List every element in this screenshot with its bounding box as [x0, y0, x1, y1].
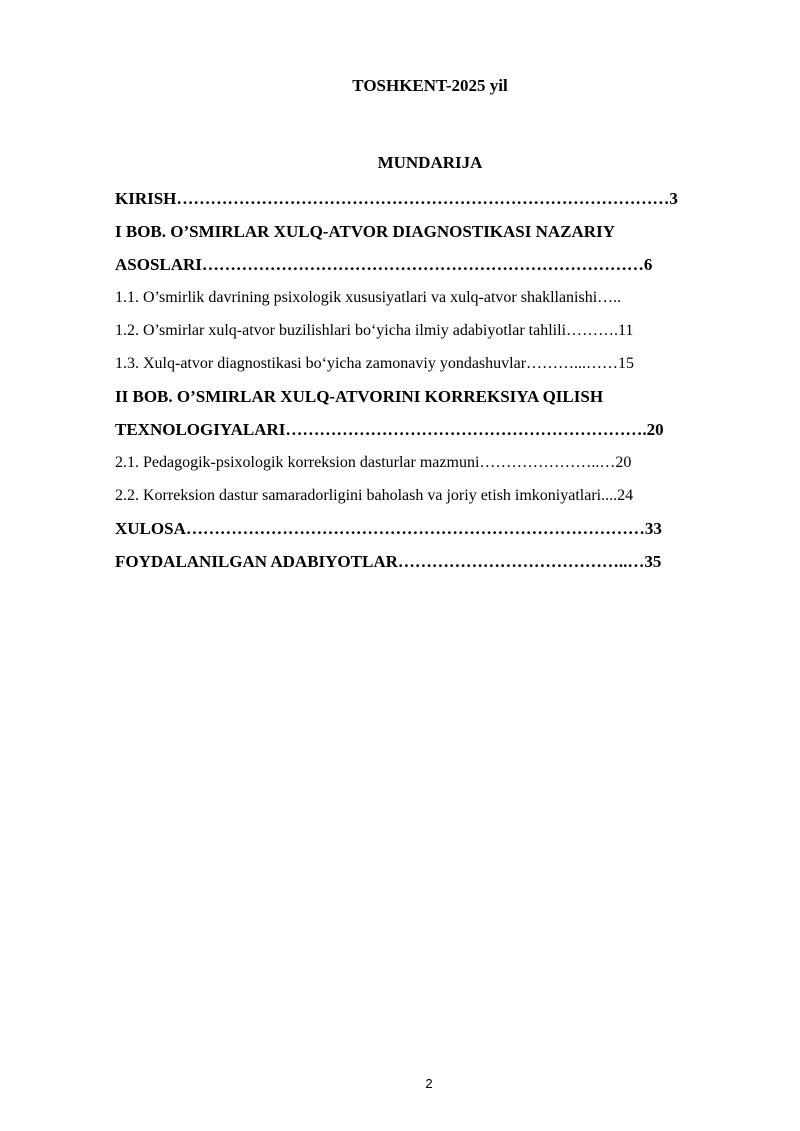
toc-title: MUNDARIJA [377, 153, 483, 172]
toc-item-references: FOYDALANILGAN ADABIYOTLAR…………………………………..…35 [115, 552, 662, 571]
toc-item-chapter-1: I BOB. O’SMIRLAR XULQ-ATVOR DIAGNOSTIKASI NAZARIY [115, 222, 615, 241]
toc-item-chapter-1-cont: ASOSLARI……………………………………………………………………6 [115, 255, 653, 274]
toc-item-section-2-2: 2.2. Korreksion dastur samaradorligini baholash va joriy etish imkoniyatlari....24 [115, 487, 634, 504]
toc-item-section-1-3: 1.3. Xulq-atvor diagnostikasi bo‘yicha zamonaviy yondashuvlar………...……15 [115, 355, 635, 372]
toc-item-section-1-2: 1.2. O’smirlar xulq-atvor buzilishlari bo‘yicha ilmiy adabiyotlar tahlili……….11 [115, 322, 634, 339]
toc-item-section-1-1: 1.1. O’smirlik davrining psixologik xususiyatlari va xulq-atvor shakllanishi….. [115, 289, 622, 306]
page-number: 2 [425, 1076, 433, 1091]
toc-item-kirish: KIRISH……………………………………………………………………………3 [115, 189, 678, 208]
table-of-contents [115, 182, 735, 578]
toc-item-section-2-1: 2.1. Pedagogik-psixologik korreksion dasturlar mazmuni…………………..…20 [115, 454, 632, 471]
city-year-title: TOSHKENT-2025 yil [352, 76, 508, 95]
toc-item-xulosa: XULOSA………………………………………………………………………33 [115, 519, 662, 538]
toc-item-chapter-2: II BOB. O’SMIRLAR XULQ-ATVORINI KORREKSIYA QILISH [115, 387, 604, 406]
toc-item-chapter-2-cont: TEXNOLOGIYALARI……………………………………………………….20 [115, 420, 664, 439]
